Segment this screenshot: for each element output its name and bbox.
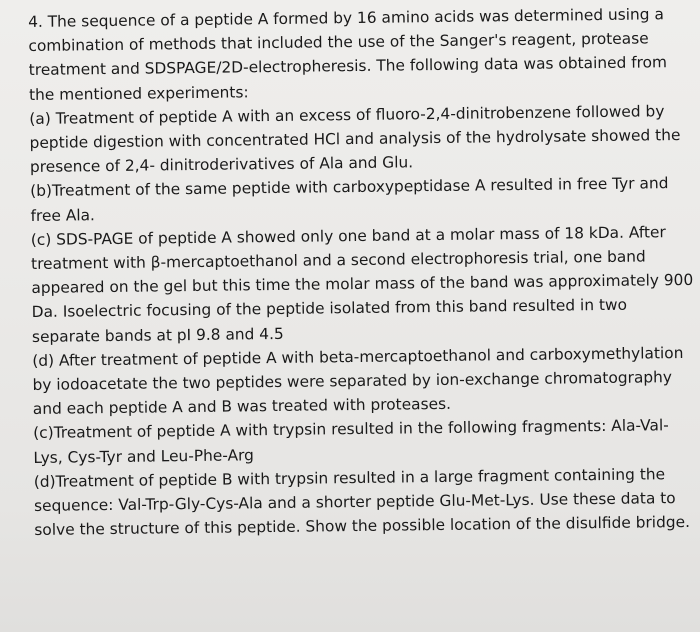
question-part-b: (b)Treatment of the same peptide with carboxypeptidase A resulted in free Tyr and free Ala. [30, 174, 669, 225]
show-through-text-decoration: ​ [60, 574, 61, 593]
question-part-c: (c) SDS-PAGE of peptide A showed only one band at a molar mass of 18 kDa. After treatment with β-mercaptoethanol and a second electrophoresis trial, one band appeared on the gel but this time the molar mass of the band was approximately 900 Da. Isoelectric focusing of the peptide isolated from this band resulted in two separate bands at pI 9.8 and 4.5 [30, 223, 694, 346]
question-part-a: (a) Treatment of peptide A with an excess of fluoro-2,4-dinitrobenzene followed by peptide digestion with concentrated HCl and analysis of the hydrolysate showed the presence of 2,4- dinitroderivatives of Ala and Glu. [29, 102, 681, 177]
question-part-d: (d) After treatment of peptide A with beta-mercaptoethanol and carboxymethylation by iodoacetate the two peptides were separated by ion-exchange chromatography and each peptide A and B was treated with proteases. [32, 343, 684, 419]
question-intro: 4. The sequence of a peptide A formed by 16 amino acids was determined using a combination of methods that included the use of the Sanger's reagent, protease treatment and SDSPAGE/2D-electropheresis. The following data was obtained from the mentioned experiments: [28, 5, 668, 104]
question-part-c2: (c)Treatment of peptide A with trypsin resulted in the following fragments: Ala-Val-Lys, Cys-Tyr and Leu-Phe-Arg [33, 416, 669, 467]
question-part-d2: (d)Treatment of peptide B with trypsin resulted in a large fragment containing the sequence: Val-Trp-Gly-Cys-Ala and a shorter peptide Glu-Met-Lys. Use these data to solve the structure of this peptide. Show the possible location of the disulfide bridge. [33, 465, 691, 540]
question-block [28, 2, 696, 543]
